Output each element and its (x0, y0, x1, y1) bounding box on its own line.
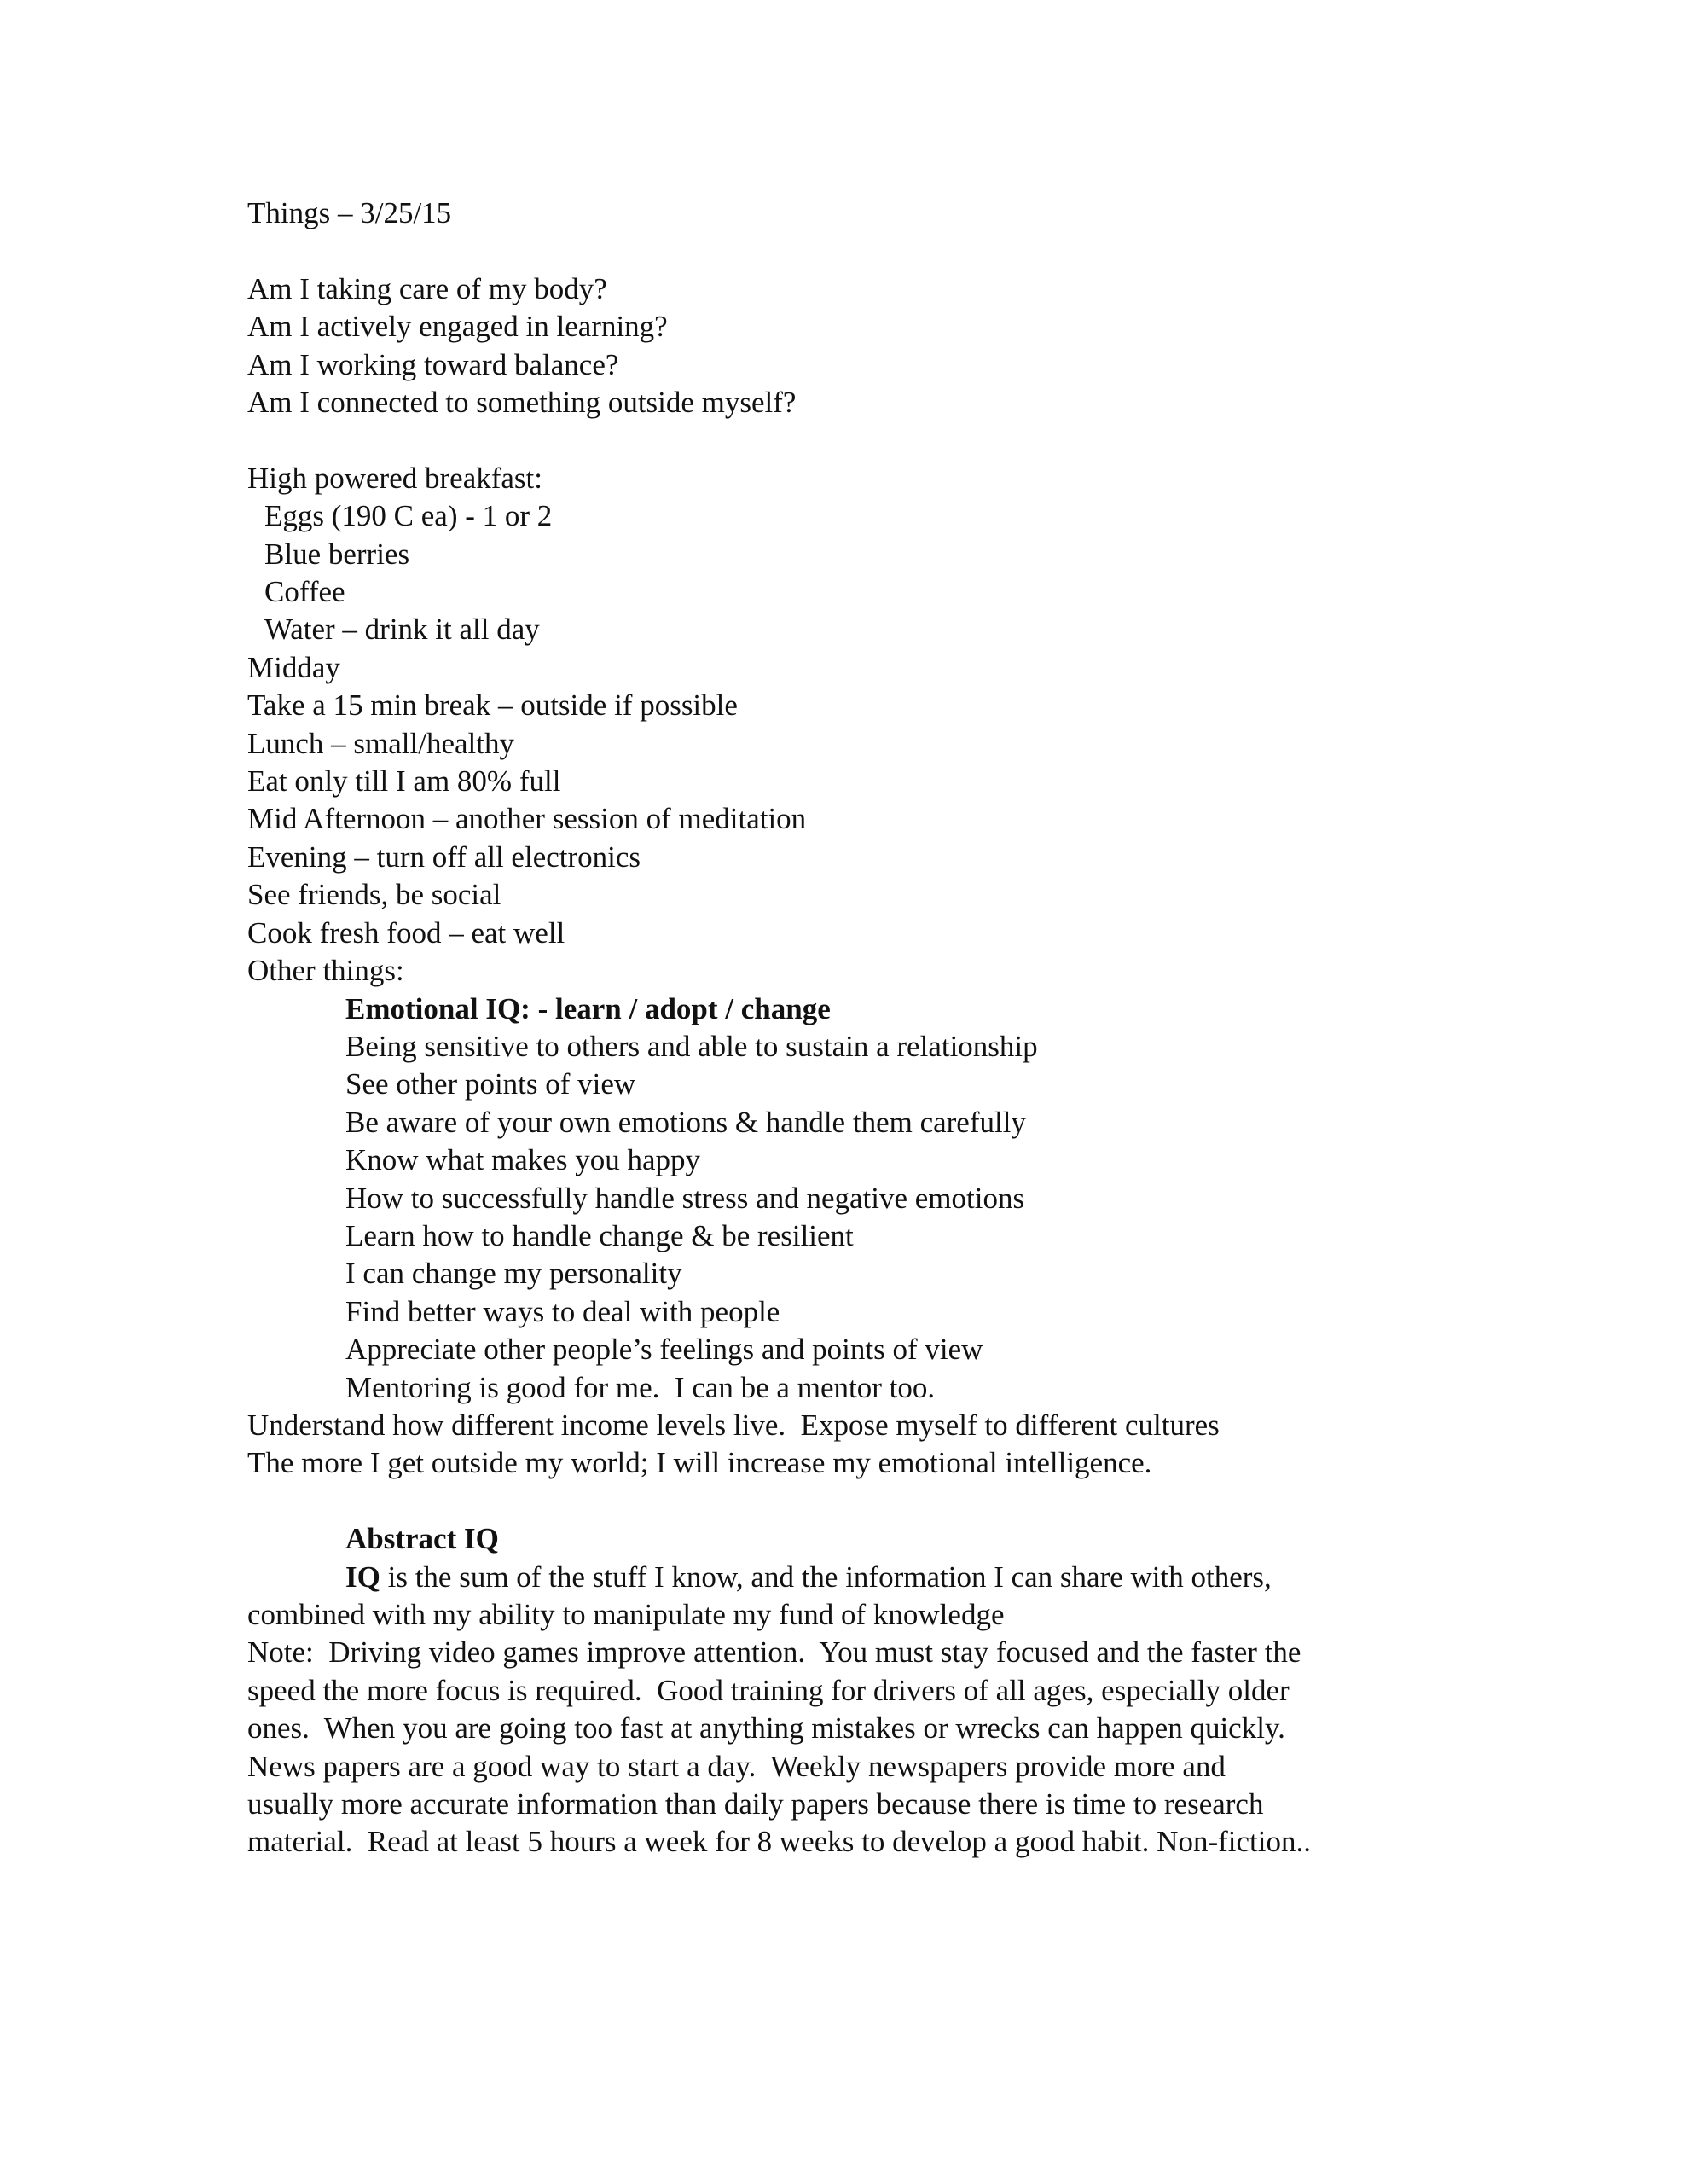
daily-line: Lunch – small/healthy (247, 726, 514, 760)
iq-term: IQ (345, 1560, 380, 1594)
daily-line: Take a 15 min break – outside if possible (247, 688, 738, 723)
daily-line: Mid Afternoon – another session of meditation (247, 802, 807, 836)
abstract-iq-heading: Abstract IQ (345, 1522, 499, 1556)
question-line: Am I actively engaged in learning? (247, 310, 668, 344)
note-line: ones. When you are going too fast at anything mistakes or wrecks can happen quickly. (247, 1711, 1285, 1745)
emotional-iq-heading: Emotional IQ: - learn / adopt / change (345, 991, 831, 1025)
daily-line: Other things: (247, 954, 404, 988)
note-line: Note: Driving video games improve attention. You must stay focused and the faster the (247, 1635, 1301, 1670)
note-line: speed the more focus is required. Good training for drivers of all ages, especially older (247, 1673, 1290, 1707)
note-line: material. Read at least 5 hours a week for 8 weeks to develop a good habit. Non-fiction.. (247, 1825, 1311, 1859)
note-line: News papers are a good way to start a day. Weekly newspapers provide more and (247, 1749, 1226, 1783)
iq-definition-text: is the sum of the stuff I know, and the information I can share with others, (380, 1560, 1272, 1594)
iq-definition-line (247, 1559, 1527, 1596)
question-line: Am I working toward balance? (247, 347, 619, 381)
note-line: usually more accurate information than daily papers because there is time to research (247, 1787, 1264, 1821)
emotional-item: Learn how to handle change & be resilient (345, 1218, 854, 1252)
emotional-item: Be aware of your own emotions & handle them carefully (345, 1105, 1026, 1139)
daily-line: Midday (247, 650, 340, 684)
daily-line: Cook fresh food – eat well (247, 915, 565, 950)
emotional-item: Know what makes you happy (345, 1143, 701, 1177)
document-title: Things – 3/25/15 (247, 196, 452, 229)
breakfast-item: Water – drink it all day (264, 613, 540, 647)
emotional-item: Being sensitive to others and able to sustain a relationship (345, 1029, 1038, 1063)
emotional-item: How to successfully handle stress and negative emotions (345, 1181, 1025, 1215)
daily-line: See friends, be social (247, 878, 501, 912)
emotional-item: I can change my personality (345, 1257, 682, 1291)
question-line: Am I taking care of my body? (247, 271, 607, 305)
spacer (247, 421, 1527, 459)
document-page (247, 195, 1527, 1862)
emotional-summary-line: Understand how different income levels live. Expose myself to different cultures (247, 1408, 1220, 1442)
emotional-item: Appreciate other people’s feelings and points of view (345, 1333, 983, 1367)
breakfast-item: Blue berries (264, 537, 410, 571)
breakfast-item: Eggs (190 C ea) - 1 or 2 (264, 499, 553, 533)
emotional-item: See other points of view (345, 1067, 636, 1101)
emotional-item: Find better ways to deal with people (345, 1294, 780, 1328)
emotional-item: Mentoring is good for me. I can be a mentor too. (345, 1370, 936, 1404)
emotional-summary-line: The more I get outside my world; I will increase my emotional intelligence. (247, 1446, 1152, 1480)
daily-line: Eat only till I am 80% full (247, 764, 561, 799)
breakfast-heading: High powered breakfast: (247, 461, 542, 495)
spacer (247, 1483, 1527, 1520)
spacer (247, 232, 1527, 270)
iq-definition-line: combined with my ability to manipulate my fund of knowledge (247, 1597, 1005, 1631)
breakfast-item: Coffee (264, 575, 345, 609)
daily-line: Evening – turn off all electronics (247, 839, 641, 874)
question-line: Am I connected to something outside myself? (247, 386, 797, 420)
